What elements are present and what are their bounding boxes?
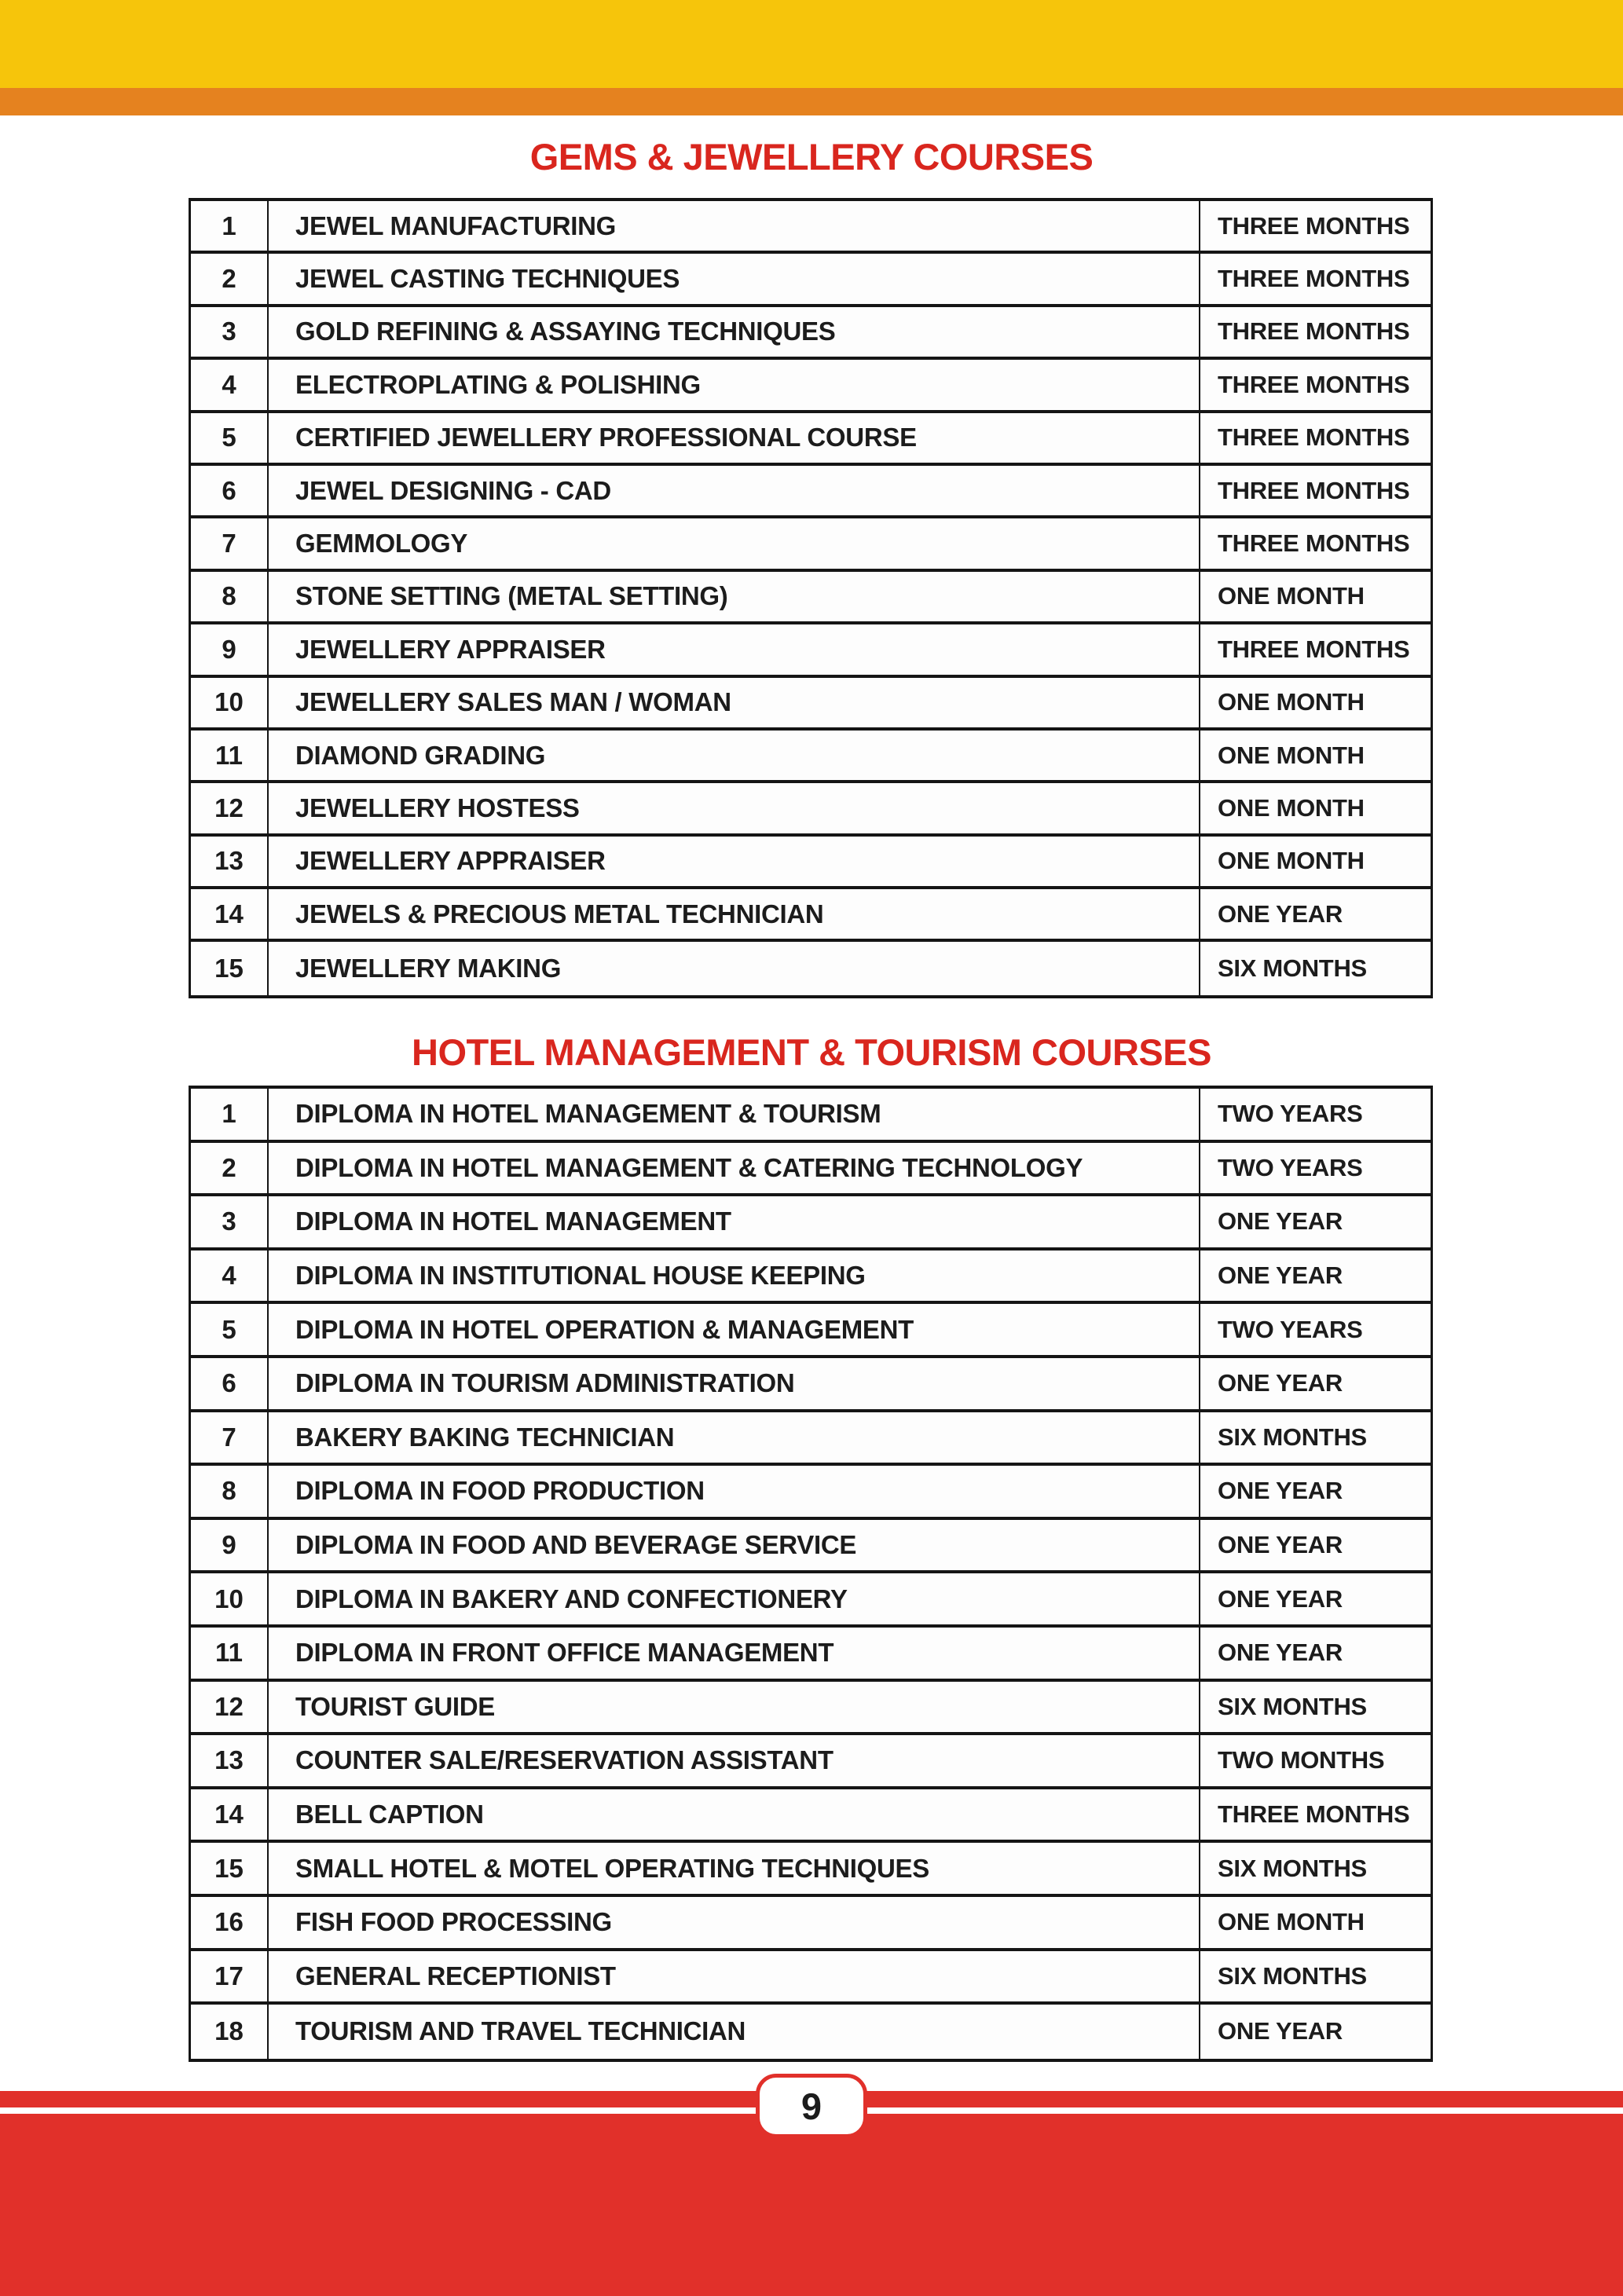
course-row [191, 360, 1431, 412]
course-duration: SIX MONTHS [1199, 1682, 1431, 1733]
course-duration: ONE YEAR [1199, 1628, 1431, 1679]
course-name: JEWEL MANUFACTURING [295, 211, 617, 240]
course-name: BELL CAPTION [295, 1800, 484, 1829]
course-duration: ONE YEAR [1199, 1466, 1431, 1517]
course-row [191, 1628, 1431, 1682]
course-duration: ONE YEAR [1199, 1520, 1431, 1571]
course-name: GEMMOLOGY [295, 529, 468, 558]
top-orange-band [0, 88, 1623, 115]
page-number-badge [756, 2074, 867, 2138]
section-title-hotel-tourism: HOTEL MANAGEMENT & TOURISM COURSES [412, 1031, 1211, 1073]
course-name: ELECTROPLATING & POLISHING [295, 369, 701, 399]
course-row [191, 1196, 1431, 1251]
course-duration: ONE YEAR [1199, 1573, 1431, 1624]
course-number: 9 [191, 624, 269, 674]
course-row [191, 307, 1431, 360]
course-number: 15 [191, 942, 269, 994]
course-name: DIPLOMA IN HOTEL OPERATION & MANAGEMENT [295, 1314, 914, 1344]
course-duration: SIX MONTHS [1199, 1951, 1431, 2002]
course-number: 8 [191, 572, 269, 621]
course-number: 4 [191, 360, 269, 409]
course-row [191, 1789, 1431, 1844]
course-duration: ONE YEAR [1199, 889, 1431, 939]
course-duration: ONE YEAR [1199, 1358, 1431, 1409]
hotel-tourism-course-table [189, 1086, 1433, 2062]
course-duration: THREE MONTHS [1199, 518, 1431, 568]
course-name: COUNTER SALE/RESERVATION ASSISTANT [295, 1745, 833, 1775]
course-name: DIPLOMA IN TOURISM ADMINISTRATION [295, 1368, 795, 1398]
course-name: JEWELLERY MAKING [295, 954, 562, 983]
course-duration: THREE MONTHS [1199, 466, 1431, 515]
course-duration: ONE YEAR [1199, 2005, 1431, 2059]
section-title-gems-jewellery: GEMS & JEWELLERY COURSES [529, 136, 1094, 178]
course-row [191, 1251, 1431, 1305]
course-name: JEWEL DESIGNING - CAD [295, 475, 611, 505]
course-number: 14 [191, 889, 269, 939]
course-row [191, 1897, 1431, 1951]
course-number: 8 [191, 1466, 269, 1517]
course-number: 13 [191, 837, 269, 886]
course-row [191, 1089, 1431, 1143]
course-name: FISH FOOD PROCESSING [295, 1907, 612, 1937]
course-row [191, 1143, 1431, 1197]
course-number: 11 [191, 1628, 269, 1679]
footer-red-band [0, 2114, 1623, 2296]
course-name: TOURISM AND TRAVEL TECHNICIAN [295, 2016, 746, 2046]
course-name: JEWELLERY SALES MAN / WOMAN [295, 687, 731, 717]
course-row [191, 1951, 1431, 2005]
course-number: 6 [191, 1358, 269, 1409]
course-name: DIPLOMA IN INSTITUTIONAL HOUSE KEEPING [295, 1261, 866, 1291]
course-name: JEWELLERY APPRAISER [295, 634, 606, 664]
course-duration: THREE MONTHS [1199, 1789, 1431, 1840]
course-duration: ONE MONTH [1199, 837, 1431, 886]
course-number: 2 [191, 254, 269, 303]
course-number: 12 [191, 783, 269, 833]
course-duration: THREE MONTHS [1199, 307, 1431, 357]
course-name: CERTIFIED JEWELLERY PROFESSIONAL COURSE [295, 423, 917, 452]
course-number: 12 [191, 1682, 269, 1733]
course-row [191, 1682, 1431, 1736]
course-row [191, 254, 1431, 306]
course-row [191, 413, 1431, 466]
course-row [191, 1466, 1431, 1520]
course-name: BAKERY BAKING TECHNICIAN [295, 1422, 675, 1452]
course-row [191, 1573, 1431, 1628]
course-name: JEWELLERY APPRAISER [295, 846, 606, 876]
course-row [191, 837, 1431, 889]
course-name: GOLD REFINING & ASSAYING TECHNIQUES [295, 317, 836, 346]
course-duration: ONE MONTH [1199, 1897, 1431, 1948]
course-name: GENERAL RECEPTIONIST [295, 1961, 616, 1990]
course-duration: ONE MONTH [1199, 783, 1431, 833]
course-number: 6 [191, 466, 269, 515]
course-number: 15 [191, 1843, 269, 1894]
course-name: DIPLOMA IN FOOD AND BEVERAGE SERVICE [295, 1530, 857, 1560]
course-number: 17 [191, 1951, 269, 2002]
course-name: JEWELS & PRECIOUS METAL TECHNICIAN [295, 899, 824, 928]
top-yellow-band [0, 0, 1623, 88]
course-duration: TWO YEARS [1199, 1089, 1431, 1140]
course-name: DIPLOMA IN HOTEL MANAGEMENT & CATERING TECHNOLOGY [295, 1152, 1083, 1182]
course-row [191, 1843, 1431, 1897]
course-row [191, 731, 1431, 783]
course-duration: SIX MONTHS [1199, 1843, 1431, 1894]
course-number: 13 [191, 1735, 269, 1786]
course-row [191, 783, 1431, 836]
course-name: TOURIST GUIDE [295, 1691, 496, 1721]
course-row [191, 889, 1431, 942]
course-name: SMALL HOTEL & MOTEL OPERATING TECHNIQUES [295, 1853, 929, 1883]
course-name: JEWELLERY HOSTESS [295, 793, 580, 822]
course-number: 3 [191, 1196, 269, 1247]
course-duration: ONE MONTH [1199, 731, 1431, 780]
course-number: 1 [191, 1089, 269, 1140]
course-name: DIPLOMA IN FOOD PRODUCTION [295, 1476, 705, 1506]
course-duration: TWO YEARS [1199, 1143, 1431, 1194]
course-number: 7 [191, 518, 269, 568]
course-number: 18 [191, 2005, 269, 2059]
course-duration: ONE YEAR [1199, 1251, 1431, 1302]
course-duration: TWO YEARS [1199, 1304, 1431, 1355]
course-row [191, 1412, 1431, 1467]
course-number: 16 [191, 1897, 269, 1948]
course-duration: ONE YEAR [1199, 1196, 1431, 1247]
course-duration: THREE MONTHS [1199, 360, 1431, 409]
course-row [191, 518, 1431, 571]
course-name: DIPLOMA IN FRONT OFFICE MANAGEMENT [295, 1638, 834, 1668]
course-name: DIAMOND GRADING [295, 740, 546, 770]
course-name: STONE SETTING (METAL SETTING) [295, 581, 728, 611]
course-duration: TWO MONTHS [1199, 1735, 1431, 1786]
course-number: 1 [191, 201, 269, 251]
course-number: 3 [191, 307, 269, 357]
course-duration: THREE MONTHS [1199, 201, 1431, 251]
course-duration: ONE MONTH [1199, 572, 1431, 621]
course-name: JEWEL CASTING TECHNIQUES [295, 264, 680, 294]
course-name: DIPLOMA IN HOTEL MANAGEMENT & TOURISM [295, 1099, 881, 1129]
course-number: 5 [191, 413, 269, 463]
course-number: 10 [191, 1573, 269, 1624]
course-number: 9 [191, 1520, 269, 1571]
course-number: 14 [191, 1789, 269, 1840]
course-number: 10 [191, 678, 269, 727]
course-number: 2 [191, 1143, 269, 1194]
course-number: 11 [191, 731, 269, 780]
course-duration: THREE MONTHS [1199, 254, 1431, 303]
course-row [191, 624, 1431, 677]
course-row [191, 1304, 1431, 1358]
course-number: 7 [191, 1412, 269, 1463]
course-name: DIPLOMA IN BAKERY AND CONFECTIONERY [295, 1584, 848, 1613]
course-row [191, 466, 1431, 518]
course-duration: ONE MONTH [1199, 678, 1431, 727]
course-duration: THREE MONTHS [1199, 624, 1431, 674]
course-number: 5 [191, 1304, 269, 1355]
course-row [191, 2005, 1431, 2059]
course-row [191, 1358, 1431, 1412]
course-duration: SIX MONTHS [1199, 1412, 1431, 1463]
course-row [191, 942, 1431, 994]
course-row [191, 1520, 1431, 1574]
course-row [191, 1735, 1431, 1789]
course-row [191, 201, 1431, 254]
gems-jewellery-course-table [189, 198, 1433, 998]
course-number: 4 [191, 1251, 269, 1302]
course-duration: THREE MONTHS [1199, 413, 1431, 463]
course-row [191, 572, 1431, 624]
page-number: 9 [801, 2085, 822, 2127]
course-duration: SIX MONTHS [1199, 942, 1431, 994]
course-name: DIPLOMA IN HOTEL MANAGEMENT [295, 1207, 731, 1236]
course-row [191, 678, 1431, 731]
